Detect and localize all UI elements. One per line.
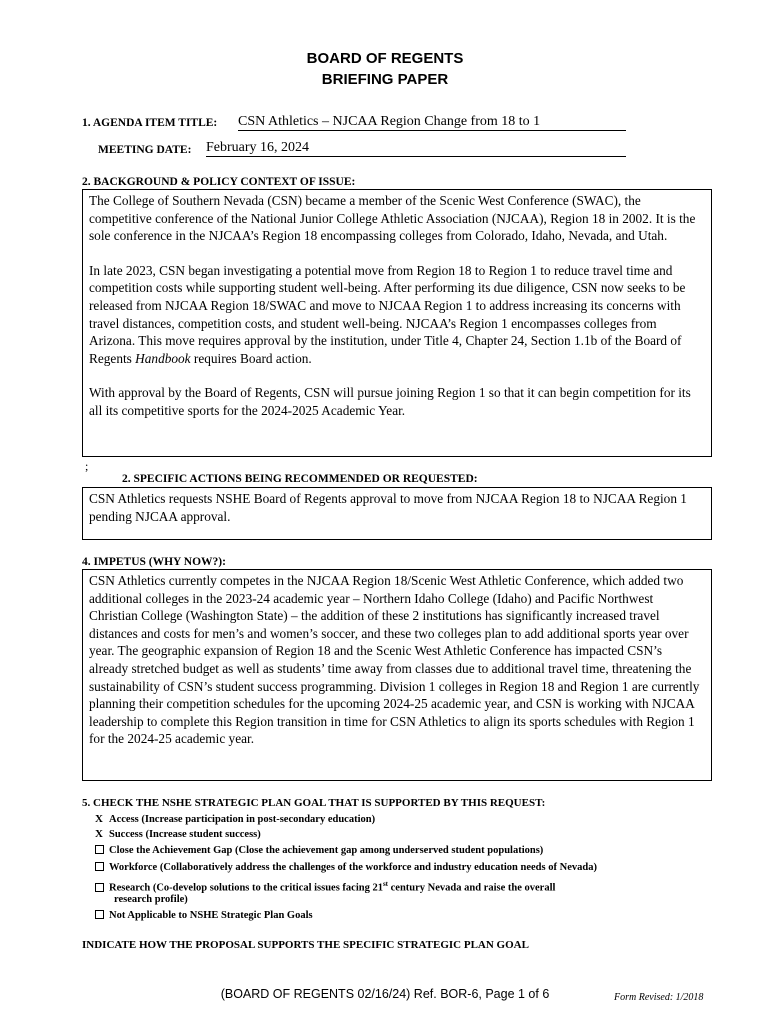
goal-achievement-gap-checkbox[interactable] xyxy=(95,845,104,854)
document-subtitle: BRIEFING PAPER xyxy=(321,71,449,88)
goal-not-applicable-text: Not Applicable to NSHE Strategic Plan Goals xyxy=(109,910,313,921)
goal-access xyxy=(95,812,375,827)
goal-research-checkbox[interactable] xyxy=(95,883,104,892)
goal-research-line2: research profile) xyxy=(114,894,188,905)
background-box xyxy=(82,189,712,457)
background-heading: 2. BACKGROUND & POLICY CONTEXT OF ISSUE: xyxy=(82,176,356,188)
meeting-date-value: February 16, 2024 xyxy=(206,140,626,157)
agenda-item-label: 1. AGENDA ITEM TITLE: xyxy=(82,117,218,129)
goal-access-mark: X xyxy=(95,813,103,825)
specific-actions-box xyxy=(82,487,712,540)
goal-not-applicable xyxy=(95,908,313,923)
stray-semicolon: ; xyxy=(85,459,89,473)
goal-achievement-gap xyxy=(95,843,543,858)
background-paragraph-2: In late 2023, CSN began investigating a potential move from Region 18 to Region 1 to reduce travel time and competition costs while supporting student well-being. After performing its due diligence, CSN now seeks to be released from NJCAA Region 18/SWAC and move to NJCAA Region 1 to address increasing its concerns with travel distances, competition costs, and student well-being. NJCAA’s Region 1 encompasses colleges from Arizona. This move requires approval by the institution, under Title 4, Chapter 24, Section 1.1b of the Board of Regents Handbook requires Board action. xyxy=(89,262,686,366)
background-paragraph-3: With approval by the Board of Regents, CSN will pursue joining Region 1 so that it can begin competition for its all its competitive sports for the 2024-2025 Academic Year. xyxy=(89,385,691,418)
specific-actions-heading: 2. SPECIFIC ACTIONS BEING RECOMMENDED OR REQUESTED: xyxy=(122,473,478,485)
meeting-date-label: MEETING DATE: xyxy=(98,144,192,156)
goal-research-text: Research (Co-develop solutions to the critical issues facing 21st century Nevada and raise the overall xyxy=(109,880,556,894)
indicate-heading: INDICATE HOW THE PROPOSAL SUPPORTS THE SPECIFIC STRATEGIC PLAN GOAL xyxy=(82,939,529,951)
goal-access-text: Access (Increase participation in post-secondary education) xyxy=(109,814,376,825)
agenda-item-value: CSN Athletics – NJCAA Region Change from 18 to 1 xyxy=(238,114,626,131)
goal-achievement-gap-text: Close the Achievement Gap (Close the achievement gap among underserved student populations) xyxy=(109,845,544,856)
strategic-plan-heading: 5. CHECK THE NSHE STRATEGIC PLAN GOAL THAT IS SUPPORTED BY THIS REQUEST: xyxy=(82,797,546,809)
goal-not-applicable-checkbox[interactable] xyxy=(95,910,104,919)
form-revised-note: Form Revised: 1/2018 xyxy=(614,992,704,1003)
goal-workforce xyxy=(95,860,597,875)
impetus-heading: 4. IMPETUS (WHY NOW?): xyxy=(82,556,226,568)
goal-workforce-text: Workforce (Collaboratively address the challenges of the workforce and industry education needs of Nevada) xyxy=(109,862,597,873)
impetus-box xyxy=(82,569,712,781)
page-footer: (BOARD OF REGENTS 02/16/24) Ref. BOR-6, Page 1 of 6 xyxy=(220,987,550,1001)
specific-actions-text: CSN Athletics requests NSHE Board of Regents approval to move from NJCAA Region 18 to NJCAA Region 1 pending NJCAA approval. xyxy=(89,491,687,524)
document-title: BOARD OF REGENTS xyxy=(306,50,464,67)
background-paragraph-1: The College of Southern Nevada (CSN) became a member of the Scenic West Conference (SWAC), the competitive conference of the National Junior College Athletic Association (NJCAA), Region 18 in 2002. It is the sole conference in the NJCAA’s Region 18 encompassing colleges from Colorado, Idaho, Nevada, and Utah. xyxy=(89,193,696,244)
impetus-text: CSN Athletics currently competes in the NJCAA Region 18/Scenic West Athletic Conference, which added two additional colleges in the 2023-24 academic year – Northern Idaho College (Idaho) and Pacific Northwest Christian College (Washington State) – the addition of these 2 institutions has significantly increased travel distances and costs for men’s and women’s soccer, and these two colleges plan to add additional sports year over year. The geographic expansion of Region 18 and the Scenic West Athletic Conference has impacted CSN’s already stretched budget as well as students’ time away from classes due to additional travel time, threatening the sustainability of CSN’s student success programming. Division 1 colleges in Region 18 and Region 1 are currently planning their competition schedules for the upcoming 2024-25 academic year, and CSN is working with NJCAA leadership to complete this Region transition in time for CSN Athletics to align its sports schedules with Region 1 for the 2024-25 academic year. xyxy=(89,573,700,747)
goal-success-mark: X xyxy=(95,828,103,840)
goal-workforce-checkbox[interactable] xyxy=(95,862,104,871)
goal-success-text: Success (Increase student success) xyxy=(109,829,261,840)
goal-success xyxy=(95,827,261,842)
